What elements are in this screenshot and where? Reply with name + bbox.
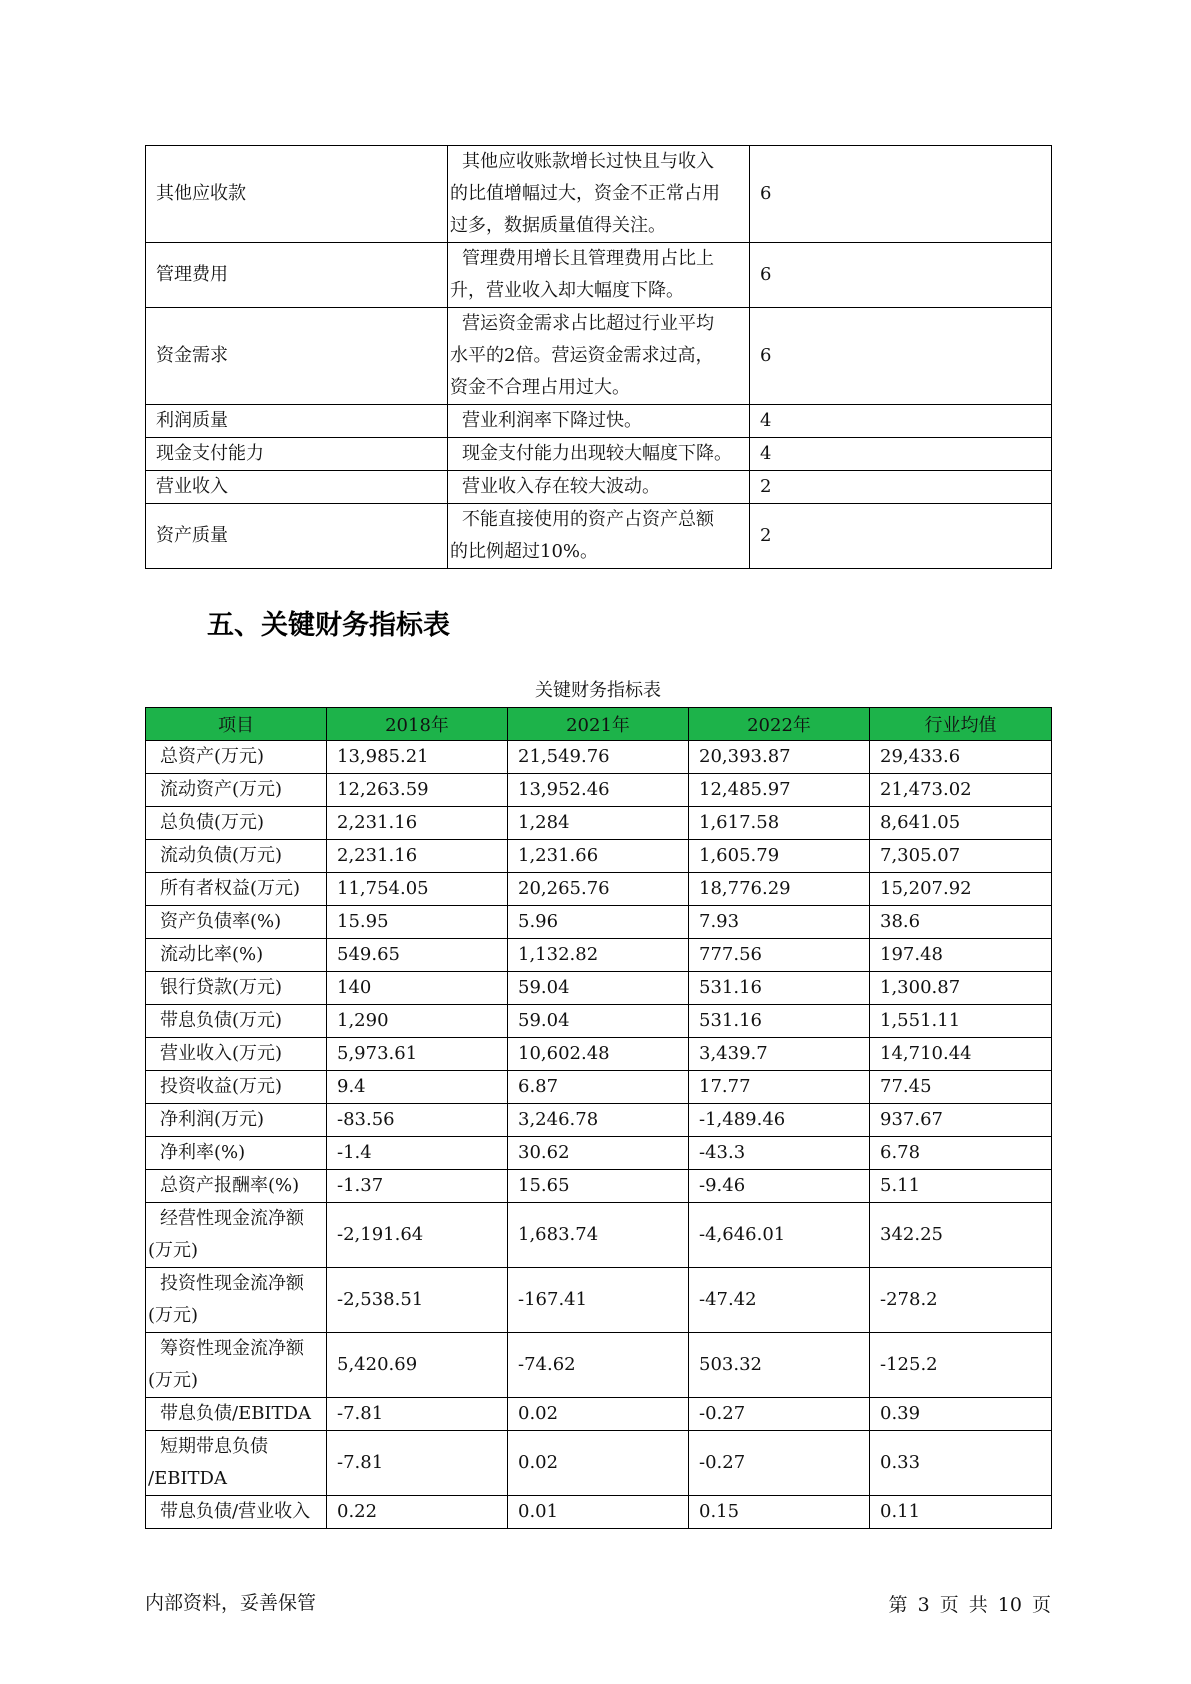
table-row [146,308,1052,405]
value-industry-average: 8,641.05 [870,807,1052,840]
indicator-label-line: 流动负债(万元) [160,845,283,866]
indicator-label-line: (万元) [148,1370,199,1391]
value-industry-average: 38.6 [870,906,1052,939]
value-2018: 549.65 [327,939,508,972]
risk-description-line: 升，营业收入却大幅度下降。 [450,280,684,301]
indicator-label-line: (万元) [148,1240,199,1261]
value-2018: 11,754.05 [327,873,508,906]
table-row [146,1005,1052,1038]
value-2018: 5,420.69 [327,1333,508,1398]
footer-confidential-note: 内部资料，妥善保管 [145,1592,317,1614]
value-2022: -47.42 [689,1268,870,1333]
value-2021: 0.02 [508,1431,689,1496]
value-2022: -43.3 [689,1137,870,1170]
value-2022: 1,617.58 [689,807,870,840]
value-industry-average: 937.67 [870,1104,1052,1137]
indicator-label-line: /EBITDA [148,1468,227,1489]
value-2018: 5,973.61 [327,1038,508,1071]
risk-description-line: 营业利润率下降过快。 [462,410,642,431]
table-row [146,471,1052,504]
value-2018: -1.37 [327,1170,508,1203]
risk-description-line: 其他应收账款增长过快且与收入 [462,151,714,172]
risk-item: 资产质量 [146,504,448,569]
indicator-label [146,1268,327,1333]
table-header [146,708,1052,741]
value-industry-average: 77.45 [870,1071,1052,1104]
value-2021: 21,549.76 [508,741,689,774]
risk-description [448,438,750,471]
value-2022: 503.32 [689,1333,870,1398]
indicator-label-line: 流动比率(%) [160,944,264,965]
indicator-label-line: 营业收入(万元) [160,1043,283,1064]
header-item: 项目 [146,708,327,741]
indicator-label-line: 短期带息负债 [160,1436,268,1457]
value-2018: -83.56 [327,1104,508,1137]
header-2018: 2018年 [327,708,508,741]
value-industry-average: 0.39 [870,1398,1052,1431]
value-2018: -1.4 [327,1137,508,1170]
risk-description-line: 的比例超过10%。 [450,541,599,562]
indicator-label-line: 筹资性现金流净额 [160,1338,304,1359]
value-2021: -167.41 [508,1268,689,1333]
indicator-label [146,840,327,873]
table-row [146,1071,1052,1104]
table-row [146,438,1052,471]
indicator-label-line: 总资产(万元) [160,746,265,767]
value-2018: -2,538.51 [327,1268,508,1333]
indicator-label [146,774,327,807]
value-2022: 18,776.29 [689,873,870,906]
risk-description-line: 不能直接使用的资产占资产总额 [462,509,714,530]
indicator-label-line: 带息负债(万元) [160,1010,283,1031]
value-industry-average: 7,305.07 [870,840,1052,873]
indicator-label-line: 银行贷款(万元) [160,977,283,998]
value-2018: 0.22 [327,1496,508,1529]
risk-description [448,308,750,405]
table-row [146,1104,1052,1137]
value-2022: -4,646.01 [689,1203,870,1268]
value-industry-average: 5.11 [870,1170,1052,1203]
value-industry-average: 15,207.92 [870,873,1052,906]
risk-description-line: 现金支付能力出现较大幅度下降。 [462,443,732,464]
indicator-label [146,1170,327,1203]
value-2021: -74.62 [508,1333,689,1398]
value-2021: 1,231.66 [508,840,689,873]
value-industry-average: 342.25 [870,1203,1052,1268]
risk-description [448,146,750,243]
risk-description-line: 营运资金需求占比超过行业平均 [462,313,714,334]
value-2018: -2,191.64 [327,1203,508,1268]
table-row [146,1398,1052,1431]
risk-item: 营业收入 [146,471,448,504]
indicator-label-line: 总负债(万元) [160,812,265,833]
header-2021: 2021年 [508,708,689,741]
risk-description-line: 管理费用增长且管理费用占比上 [462,248,714,269]
value-2021: 3,246.78 [508,1104,689,1137]
value-2018: -7.81 [327,1431,508,1496]
table-row [146,939,1052,972]
risk-score: 2 [750,471,1052,504]
value-2022: 3,439.7 [689,1038,870,1071]
value-industry-average: 21,473.02 [870,774,1052,807]
indicator-label-line: 净利润(万元) [160,1109,265,1130]
indicator-label-line: 投资性现金流净额 [160,1273,304,1294]
value-2018: 2,231.16 [327,807,508,840]
risk-description-line: 水平的2倍。营运资金需求过高， [450,345,714,366]
value-2018: -7.81 [327,1398,508,1431]
table-row [146,504,1052,569]
value-2022: -9.46 [689,1170,870,1203]
value-industry-average: 6.78 [870,1137,1052,1170]
value-2021: 1,132.82 [508,939,689,972]
value-2021: 20,265.76 [508,873,689,906]
table-row [146,774,1052,807]
value-2022: 17.77 [689,1071,870,1104]
table-row [146,1333,1052,1398]
risk-table-body [146,146,1052,569]
footer-page-number: 第 3 页 共 10 页 [888,1594,1051,1616]
table-row [146,807,1052,840]
table-row [146,1203,1052,1268]
risk-description-line: 营业收入存在较大波动。 [462,476,660,497]
indicator-label [146,1071,327,1104]
value-2021: 15.65 [508,1170,689,1203]
indicator-label [146,1496,327,1529]
table-row [146,1038,1052,1071]
value-2022: 12,485.97 [689,774,870,807]
risk-description [448,405,750,438]
indicator-label [146,1398,327,1431]
risk-score: 6 [750,146,1052,243]
value-industry-average: -125.2 [870,1333,1052,1398]
table-row [146,840,1052,873]
table-row [146,1268,1052,1333]
risk-score: 2 [750,504,1052,569]
value-industry-average: 0.33 [870,1431,1052,1496]
value-2021: 1,284 [508,807,689,840]
value-2022: -0.27 [689,1431,870,1496]
value-industry-average: 0.11 [870,1496,1052,1529]
value-2018: 1,290 [327,1005,508,1038]
table-row [146,906,1052,939]
value-industry-average: 197.48 [870,939,1052,972]
table-row [146,1496,1052,1529]
indicator-label [146,1104,327,1137]
risk-score: 4 [750,438,1052,471]
indicator-label-line: (万元) [148,1305,199,1326]
risk-description [448,243,750,308]
header-2022: 2022年 [689,708,870,741]
value-2022: 7.93 [689,906,870,939]
value-2018: 13,985.21 [327,741,508,774]
financial-table-body [146,741,1052,1529]
risk-item: 现金支付能力 [146,438,448,471]
indicator-label [146,1333,327,1398]
indicator-label [146,807,327,840]
value-2021: 13,952.46 [508,774,689,807]
indicator-label [146,1038,327,1071]
value-2018: 2,231.16 [327,840,508,873]
indicator-label-line: 所有者权益(万元) [160,878,301,899]
value-2022: 0.15 [689,1496,870,1529]
value-2021: 10,602.48 [508,1038,689,1071]
indicator-label-line: 资产负债率(%) [160,911,282,932]
table-row [146,873,1052,906]
value-2022: 531.16 [689,1005,870,1038]
header-industry-average: 行业均值 [870,708,1052,741]
table-caption: 关键财务指标表 [535,680,661,701]
risk-item: 管理费用 [146,243,448,308]
indicator-label [146,741,327,774]
value-2021: 0.01 [508,1496,689,1529]
risk-score: 6 [750,243,1052,308]
value-industry-average: 1,551.11 [870,1005,1052,1038]
indicator-label-line: 净利率(%) [160,1142,246,1163]
risk-item: 其他应收款 [146,146,448,243]
indicator-label-line: 流动资产(万元) [160,779,283,800]
risk-score: 6 [750,308,1052,405]
value-2021: 0.02 [508,1398,689,1431]
indicator-label [146,939,327,972]
indicator-label [146,1137,327,1170]
value-industry-average: 14,710.44 [870,1038,1052,1071]
table-row [146,243,1052,308]
value-2022: -0.27 [689,1398,870,1431]
value-2021: 1,683.74 [508,1203,689,1268]
risk-description [448,471,750,504]
indicator-label-line: 带息负债/EBITDA [160,1403,311,1424]
value-2021: 6.87 [508,1071,689,1104]
table-row [146,1170,1052,1203]
value-2022: 20,393.87 [689,741,870,774]
risk-item: 资金需求 [146,308,448,405]
indicator-label [146,906,327,939]
risk-description-line: 过多，数据质量值得关注。 [450,215,666,236]
indicator-label [146,1203,327,1268]
value-2022: 777.56 [689,939,870,972]
table-row [146,972,1052,1005]
risk-table [145,145,1052,569]
table-row [146,1137,1052,1170]
indicator-label-line: 带息负债/营业收入 [160,1501,311,1522]
value-2018: 15.95 [327,906,508,939]
section-title: 五、关键财务指标表 [207,610,450,641]
table-row [146,405,1052,438]
financial-indicators-table [145,707,1052,1529]
value-2018: 9.4 [327,1071,508,1104]
indicator-label-line: 总资产报酬率(%) [160,1175,300,1196]
value-2021: 59.04 [508,1005,689,1038]
value-2018: 140 [327,972,508,1005]
value-2022: -1,489.46 [689,1104,870,1137]
value-2022: 531.16 [689,972,870,1005]
indicator-label [146,873,327,906]
value-2021: 30.62 [508,1137,689,1170]
value-2022: 1,605.79 [689,840,870,873]
risk-score: 4 [750,405,1052,438]
value-industry-average: -278.2 [870,1268,1052,1333]
table-row [146,1431,1052,1496]
indicator-label [146,1431,327,1496]
value-industry-average: 29,433.6 [870,741,1052,774]
table-row [146,741,1052,774]
risk-item: 利润质量 [146,405,448,438]
value-2021: 59.04 [508,972,689,1005]
indicator-label [146,1005,327,1038]
risk-description-line: 的比值增幅过大，资金不正常占用 [450,183,720,204]
indicator-label-line: 投资收益(万元) [160,1076,283,1097]
value-industry-average: 1,300.87 [870,972,1052,1005]
indicator-label [146,972,327,1005]
value-2021: 5.96 [508,906,689,939]
indicator-label-line: 经营性现金流净额 [160,1208,304,1229]
risk-description-line: 资金不合理占用过大。 [450,377,630,398]
risk-description [448,504,750,569]
value-2018: 12,263.59 [327,774,508,807]
table-row [146,146,1052,243]
